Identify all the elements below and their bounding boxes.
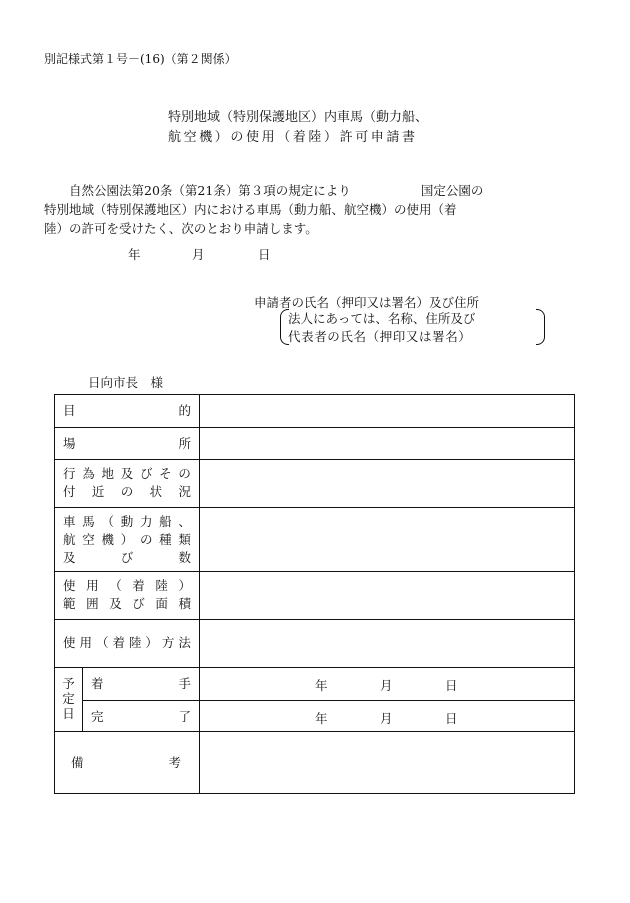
table-row-use-method: [55, 619, 574, 667]
table-row-purpose: [55, 395, 574, 427]
form-number: 別記様式第１号－(16)（第２関係）: [44, 52, 237, 66]
applicant-label: 申請者の氏名（押印又は署名）及び住所: [254, 295, 480, 310]
start-year-label: 年: [315, 678, 328, 693]
use-range-label: 使 用 （ 着 陸 ） 範 囲 及 び 面 積: [55, 572, 200, 619]
application-statement: [44, 181, 586, 238]
date-month-label: 月: [192, 247, 205, 262]
corporate-note-bracket: [280, 309, 545, 345]
statement-line-1: [44, 181, 586, 200]
table-row-remarks: [55, 731, 574, 793]
form-title-line-2: 航空機）の使用（着陸）許可申請書: [168, 130, 418, 145]
use-method-value[interactable]: [200, 620, 574, 667]
finish-day-label: 日: [445, 711, 458, 726]
statement-line-2: 特別地域（特別保護地区）内における車馬（動力船、航空機）の使用（着: [44, 202, 457, 217]
purpose-label: 目 的: [55, 395, 200, 427]
finish-year-label: 年: [315, 711, 328, 726]
start-day-label: 日: [445, 678, 458, 693]
table-row-site-conditions: [55, 459, 574, 507]
addressee: 日向市長 様: [88, 375, 164, 390]
finish-month-label: 月: [380, 711, 393, 726]
remarks-value[interactable]: [200, 732, 574, 793]
vehicle-type-label: 車 馬 （ 動 力 船 、 航 空 機 ） の 種 類 及 び 数: [55, 508, 200, 571]
table-row-vehicle-type: [55, 507, 574, 571]
application-table: [54, 394, 575, 794]
table-row-use-range: [55, 571, 574, 619]
site-conditions-value[interactable]: [200, 460, 574, 507]
corporate-note-line-2: 代表者の氏名（押印又は署名）: [288, 329, 472, 344]
right-bracket: [536, 309, 545, 345]
statement-park-suffix: 国定公園の: [420, 183, 484, 198]
finish-date-value[interactable]: [200, 700, 574, 732]
purpose-value[interactable]: [200, 395, 574, 427]
form-title-line-1: 特別地域（特別保護地区）内車馬（動力船、: [168, 110, 429, 125]
statement-law-clause: 自然公園法第20条（第21条）第３項の規定により: [69, 183, 351, 198]
remarks-label: 備 考: [55, 732, 200, 793]
place-value[interactable]: [200, 428, 574, 459]
use-range-value[interactable]: [200, 572, 574, 619]
place-label: 場 所: [55, 428, 200, 459]
use-method-label: 使 用 （ 着 陸 ） 方 法: [55, 620, 200, 667]
date-year-label: 年: [128, 247, 141, 262]
corporate-note-line-1: 法人にあっては、名称、住所及び: [288, 311, 476, 326]
table-row-place: [55, 427, 574, 459]
date-day-label: 日: [258, 247, 271, 262]
finish-label: 完 了: [83, 700, 200, 732]
site-conditions-label: 行 為 地 及 び そ の 付 近 の 状 況: [55, 460, 200, 507]
start-month-label: 月: [380, 678, 393, 693]
start-label: 着 手: [83, 668, 200, 700]
table-row-schedule: [55, 667, 574, 731]
schedule-side-label: 予 定 日: [55, 668, 83, 731]
start-date-value[interactable]: [200, 668, 574, 700]
vehicle-type-value[interactable]: [200, 508, 574, 571]
statement-line-3: 陸）の許可を受けたく、次のとおり申請します。: [44, 221, 318, 236]
